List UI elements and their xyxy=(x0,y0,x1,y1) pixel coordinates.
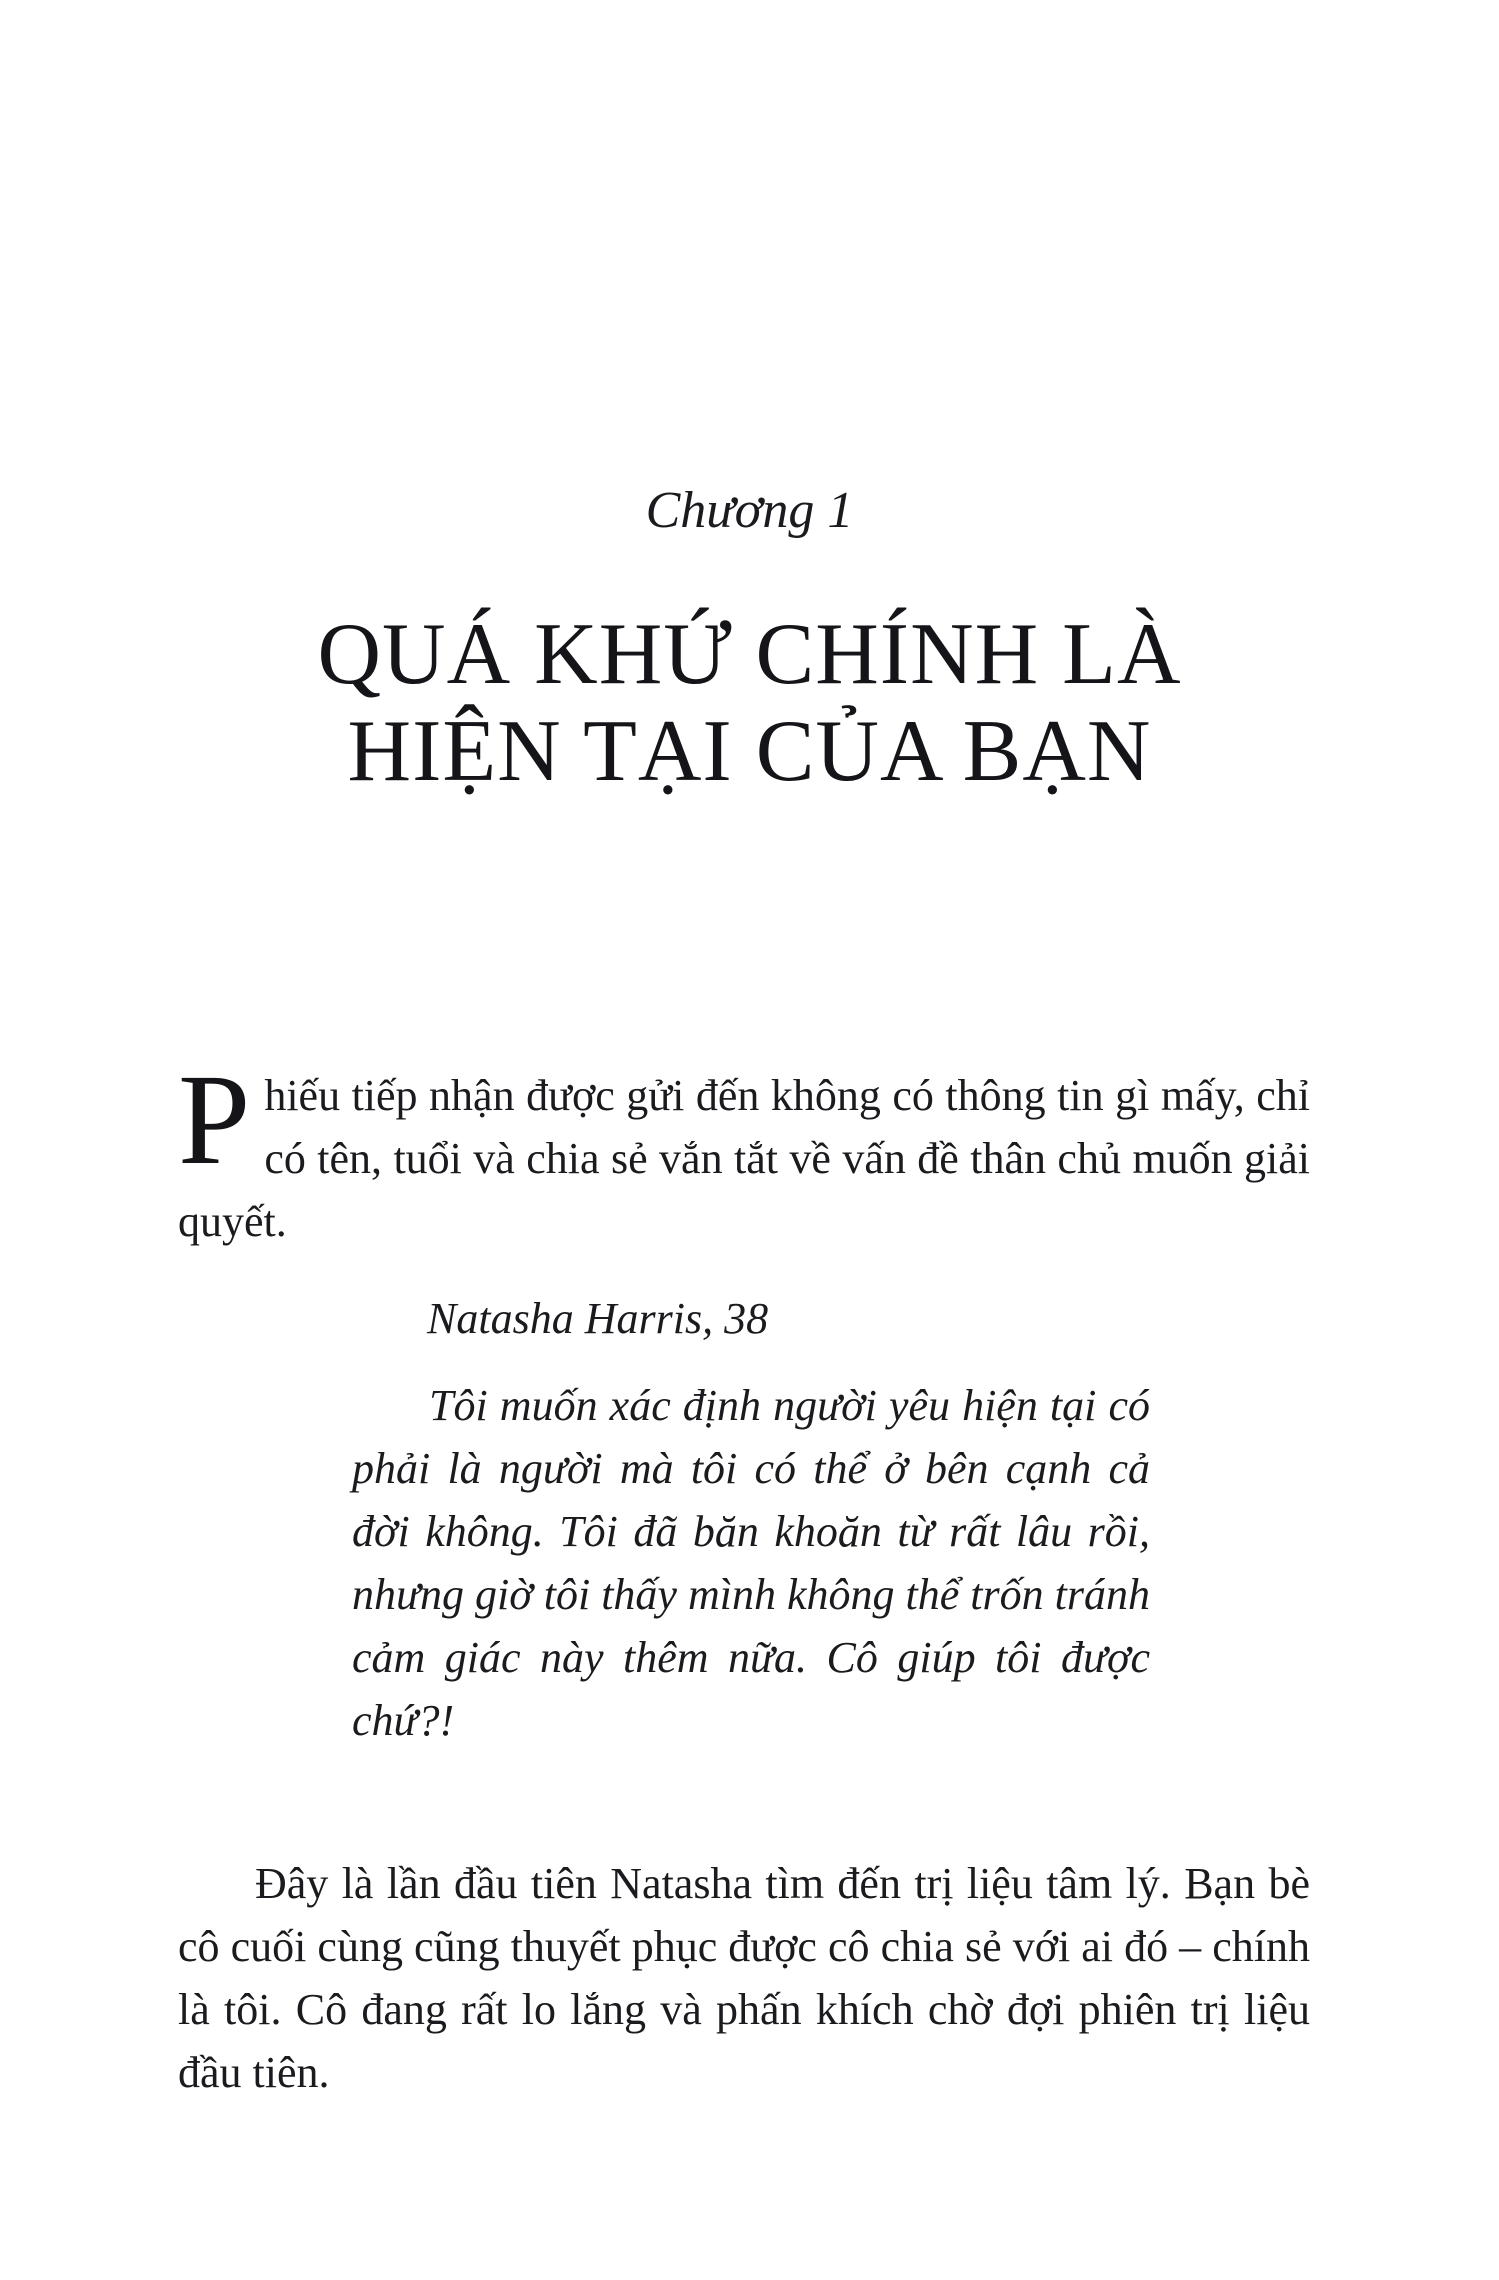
chapter-title-line2: HIỆN TẠI CỦA BẠN xyxy=(347,703,1152,800)
body-text xyxy=(178,1048,1310,2104)
chapter-label: Chương 1 xyxy=(645,482,854,539)
client-attribution: Natasha Harris, 38 xyxy=(427,1294,769,1343)
chapter-title xyxy=(0,606,1499,800)
opening-paragraph xyxy=(178,1048,1310,1253)
chapter-title-line1: QUÁ KHỨ CHÍNH LÀ xyxy=(317,606,1182,703)
dropcap-letter: P xyxy=(178,1048,251,1192)
client-quote: Tôi muốn xác định người yêu hiện tại có phải là người mà tôi có thể ở bên cạnh cả đời không. Tôi đã băn khoăn từ rất lâu rồi, nhưng giờ tôi thấy mình không thể trốn tránh cảm giác này thêm nữa. Cô giúp tôi được chứ?! xyxy=(352,1381,1150,1745)
closing-paragraph: Đây là lần đầu tiên Natasha tìm đến trị liệu tâm lý. Bạn bè cô cuối cùng cũng thuyết phục được cô chia sẻ với ai đó – chính là tôi. Cô đang rất lo lắng và phấn khích chờ đợi phiên trị liệu đầu tiên. xyxy=(178,1859,1310,2097)
opening-paragraph-text: hiếu tiếp nhận được gửi đến không có thông tin gì mấy, chỉ có tên, tuổi và chia sẻ vắn tắt về vấn đề thân chủ muốn giải quyết. xyxy=(178,1071,1310,1246)
